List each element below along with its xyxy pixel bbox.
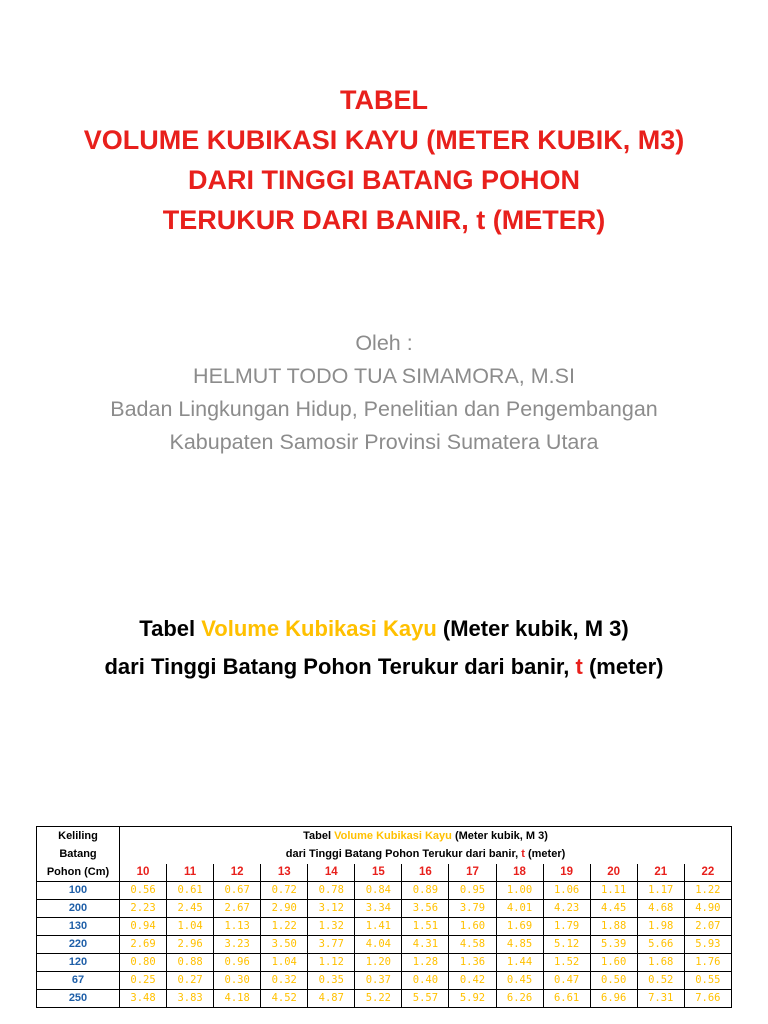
height-header-cell: 12 xyxy=(214,864,261,882)
volume-cell: 3.12 xyxy=(308,900,355,918)
volume-cell: 0.61 xyxy=(167,882,214,900)
volume-cell: 0.56 xyxy=(120,882,167,900)
volume-cell: 0.67 xyxy=(214,882,261,900)
volume-cell: 1.04 xyxy=(167,918,214,936)
volume-cell: 4.85 xyxy=(496,936,543,954)
table-row xyxy=(37,882,732,900)
volume-cell: 3.34 xyxy=(355,900,402,918)
keliling-cell: 220 xyxy=(37,936,120,954)
volume-cell: 3.23 xyxy=(214,936,261,954)
height-header-cell: 17 xyxy=(449,864,496,882)
keliling-cell: 120 xyxy=(37,954,120,972)
caption-text: (meter) xyxy=(524,848,566,861)
caption-text: (Meter kubik, M 3) xyxy=(451,830,548,843)
volume-cell: 0.45 xyxy=(496,972,543,990)
volume-cell: 0.55 xyxy=(684,972,731,990)
main-title-line: TABEL xyxy=(340,85,428,115)
height-header-cell: 20 xyxy=(590,864,637,882)
volume-cell: 1.41 xyxy=(355,918,402,936)
main-title-line: VOLUME KUBIKASI KAYU (METER KUBIK, M3) xyxy=(83,125,685,155)
keliling-header-line: Keliling xyxy=(58,830,98,842)
title-text: (Meter kubik, M 3) xyxy=(436,616,629,641)
slide-title-page xyxy=(0,0,768,500)
volume-cell: 1.12 xyxy=(308,954,355,972)
volume-cell: 6.96 xyxy=(590,990,637,1008)
volume-cell: 3.48 xyxy=(120,990,167,1008)
volume-cell: 1.76 xyxy=(684,954,731,972)
volume-cell: 0.50 xyxy=(590,972,637,990)
byline xyxy=(20,327,748,459)
volume-cell: 1.60 xyxy=(590,954,637,972)
volume-cell: 0.89 xyxy=(402,882,449,900)
volume-cell: 0.84 xyxy=(355,882,402,900)
volume-cell: 1.28 xyxy=(402,954,449,972)
volume-cell: 1.20 xyxy=(355,954,402,972)
keliling-cell: 130 xyxy=(37,918,120,936)
volume-cell: 0.88 xyxy=(167,954,214,972)
caption-text: Tabel xyxy=(303,830,335,843)
volume-cell: 1.22 xyxy=(261,918,308,936)
volume-table xyxy=(36,826,732,1008)
table-row xyxy=(37,918,732,936)
volume-cell: 0.27 xyxy=(167,972,214,990)
byline-org-line1: Badan Lingkungan Hidup, Penelitian dan Pengembangan xyxy=(110,397,658,421)
volume-cell: 3.50 xyxy=(261,936,308,954)
volume-cell: 0.40 xyxy=(402,972,449,990)
volume-cell: 0.96 xyxy=(214,954,261,972)
height-header-cell: 21 xyxy=(637,864,684,882)
volume-cell: 0.47 xyxy=(543,972,590,990)
volume-cell: 4.23 xyxy=(543,900,590,918)
title-text: dari Tinggi Batang Pohon Terukur dari banir, xyxy=(104,654,576,679)
volume-cell: 1.13 xyxy=(214,918,261,936)
volume-cell: 1.00 xyxy=(496,882,543,900)
volume-cell: 1.11 xyxy=(590,882,637,900)
table-row xyxy=(37,990,732,1008)
byline-org-line2: Kabupaten Samosir Provinsi Sumatera Utara xyxy=(169,430,599,454)
keliling-cell: 250 xyxy=(37,990,120,1008)
volume-cell: 0.37 xyxy=(355,972,402,990)
volume-cell: 1.69 xyxy=(496,918,543,936)
volume-cell: 1.68 xyxy=(637,954,684,972)
table-row xyxy=(37,900,732,918)
height-header-cell: 19 xyxy=(543,864,590,882)
volume-cell: 0.42 xyxy=(449,972,496,990)
volume-cell: 3.83 xyxy=(167,990,214,1008)
volume-cell: 1.04 xyxy=(261,954,308,972)
volume-cell: 2.67 xyxy=(214,900,261,918)
volume-cell: 4.52 xyxy=(261,990,308,1008)
volume-cell: 2.45 xyxy=(167,900,214,918)
volume-cell: 1.52 xyxy=(543,954,590,972)
height-header-cell: 13 xyxy=(261,864,308,882)
volume-cell: 1.22 xyxy=(684,882,731,900)
slide2-title-line2 xyxy=(10,648,758,686)
caption-line1 xyxy=(120,827,731,845)
height-header-cell: 15 xyxy=(355,864,402,882)
volume-cell: 0.32 xyxy=(261,972,308,990)
volume-cell: 4.58 xyxy=(449,936,496,954)
height-header-cell: 14 xyxy=(308,864,355,882)
volume-cell: 5.22 xyxy=(355,990,402,1008)
caption-t: t xyxy=(521,848,525,861)
height-header-cell: 18 xyxy=(496,864,543,882)
volume-cell: 4.04 xyxy=(355,936,402,954)
volume-cell: 1.51 xyxy=(402,918,449,936)
table-header-row xyxy=(37,827,732,864)
keliling-cell: 67 xyxy=(37,972,120,990)
volume-cell: 4.90 xyxy=(684,900,731,918)
volume-cell: 0.25 xyxy=(120,972,167,990)
volume-cell: 7.66 xyxy=(684,990,731,1008)
volume-cell: 1.17 xyxy=(637,882,684,900)
volume-cell: 1.32 xyxy=(308,918,355,936)
volume-cell: 2.90 xyxy=(261,900,308,918)
volume-cell: 1.44 xyxy=(496,954,543,972)
keliling-cell: 200 xyxy=(37,900,120,918)
volume-cell: 7.31 xyxy=(637,990,684,1008)
volume-cell: 3.77 xyxy=(308,936,355,954)
volume-cell: 3.56 xyxy=(402,900,449,918)
volume-cell: 4.18 xyxy=(214,990,261,1008)
volume-cell: 0.52 xyxy=(637,972,684,990)
volume-cell: 0.72 xyxy=(261,882,308,900)
main-title-line: DARI TINGGI BATANG POHON xyxy=(188,165,580,195)
volume-cell: 6.61 xyxy=(543,990,590,1008)
title-text: (meter) xyxy=(582,654,664,679)
volume-cell: 6.26 xyxy=(496,990,543,1008)
table-row xyxy=(37,954,732,972)
volume-cell: 4.45 xyxy=(590,900,637,918)
volume-cell: 2.96 xyxy=(167,936,214,954)
volume-cell: 1.60 xyxy=(449,918,496,936)
caption-line2 xyxy=(120,845,731,863)
height-header-row xyxy=(37,864,732,882)
volume-cell: 2.23 xyxy=(120,900,167,918)
keliling-header xyxy=(37,827,120,882)
byline-author: HELMUT TODO TUA SIMAMORA, M.SI xyxy=(193,364,575,388)
byline-oleh: Oleh : xyxy=(355,331,413,355)
main-title xyxy=(20,80,748,240)
table-caption xyxy=(120,827,732,864)
volume-cell: 4.31 xyxy=(402,936,449,954)
title-text: Tabel xyxy=(139,616,202,641)
volume-cell: 5.57 xyxy=(402,990,449,1008)
volume-cell: 5.12 xyxy=(543,936,590,954)
caption-highlight: Volume Kubikasi Kayu xyxy=(334,830,452,843)
volume-cell: 5.39 xyxy=(590,936,637,954)
volume-cell: 2.07 xyxy=(684,918,731,936)
volume-cell: 2.69 xyxy=(120,936,167,954)
volume-cell: 1.36 xyxy=(449,954,496,972)
volume-cell: 4.87 xyxy=(308,990,355,1008)
volume-cell: 1.79 xyxy=(543,918,590,936)
volume-cell: 0.80 xyxy=(120,954,167,972)
height-header-cell: 16 xyxy=(402,864,449,882)
volume-cell: 5.66 xyxy=(637,936,684,954)
keliling-header-line: Pohon (Cm) xyxy=(46,866,110,878)
volume-cell: 3.79 xyxy=(449,900,496,918)
volume-cell: 5.92 xyxy=(449,990,496,1008)
slide2-title-line1 xyxy=(10,610,758,648)
volume-cell: 0.30 xyxy=(214,972,261,990)
volume-cell: 1.06 xyxy=(543,882,590,900)
volume-cell: 0.78 xyxy=(308,882,355,900)
main-title-line: TERUKUR DARI BANIR, t (METER) xyxy=(162,205,606,235)
height-header-cell: 11 xyxy=(167,864,214,882)
volume-cell: 4.01 xyxy=(496,900,543,918)
volume-cell: 4.68 xyxy=(637,900,684,918)
volume-cell: 5.93 xyxy=(684,936,731,954)
table-row xyxy=(37,972,732,990)
volume-cell: 0.35 xyxy=(308,972,355,990)
title-t: t xyxy=(575,654,583,679)
volume-cell: 1.98 xyxy=(637,918,684,936)
keliling-header-line: Batang xyxy=(59,848,97,860)
title-highlight: Volume Kubikasi Kayu xyxy=(201,616,437,641)
keliling-cell: 100 xyxy=(37,882,120,900)
height-header-cell: 10 xyxy=(120,864,167,882)
volume-cell: 0.95 xyxy=(449,882,496,900)
height-header-cell: 22 xyxy=(684,864,731,882)
volume-cell: 0.94 xyxy=(120,918,167,936)
table-row xyxy=(37,936,732,954)
slide2-title xyxy=(10,610,758,686)
caption-text: dari Tinggi Batang Pohon Terukur dari banir, xyxy=(285,848,522,861)
volume-cell: 1.88 xyxy=(590,918,637,936)
